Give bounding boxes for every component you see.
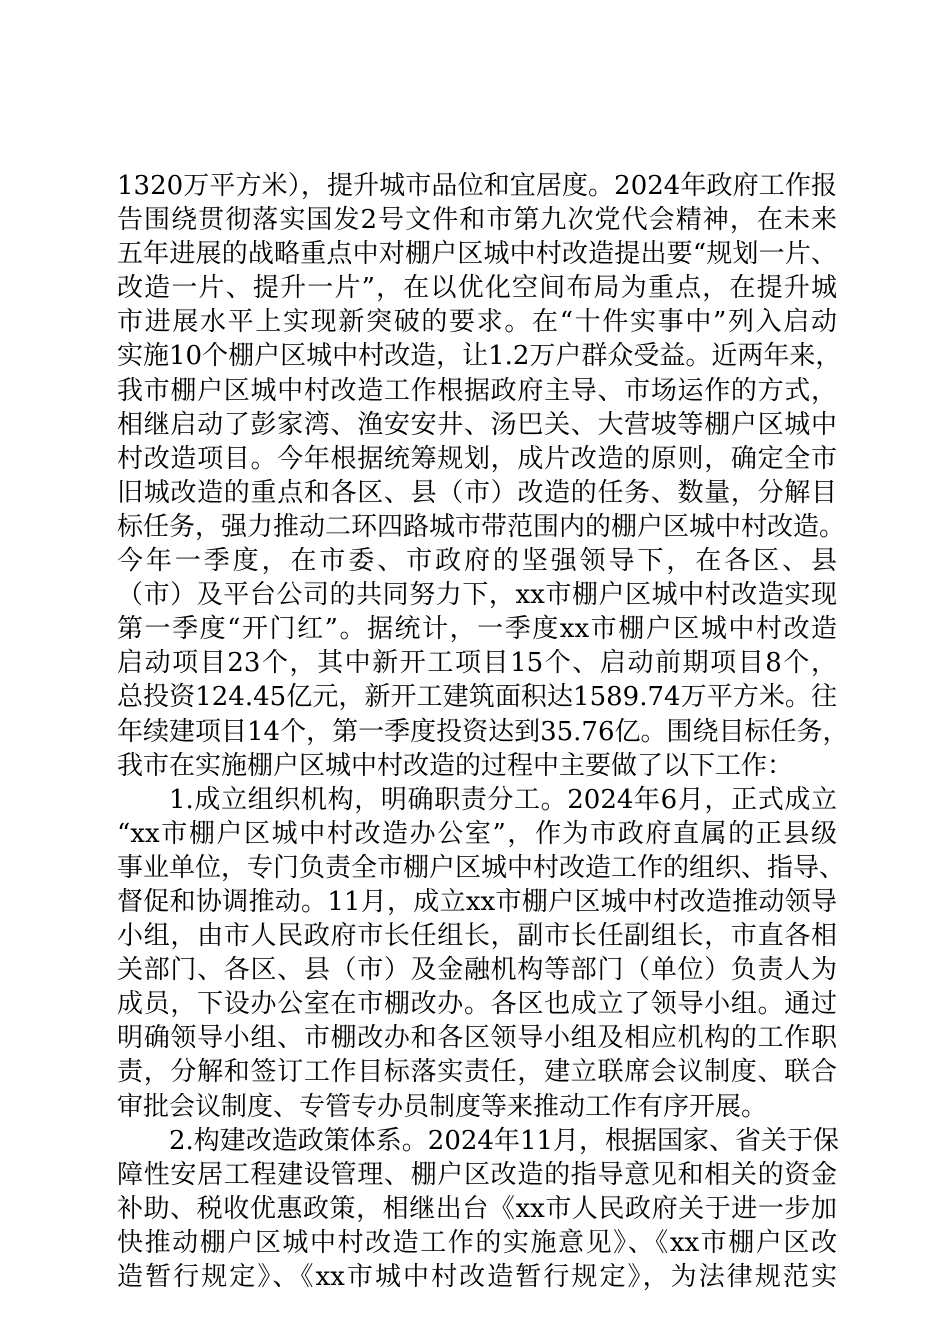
text-line: 督促和协调推动。11月，成立xx市棚户区城中村改造推动领导 [117,886,837,917]
text-line: 市进展水平上实现新突破的要求。在“十件实事中”列入启动 [117,307,837,338]
paragraph-first-line: 1.成立组织机构，明确职责分工。2024年6月，正式成立 [169,784,837,815]
text-line: 相继启动了彭家湾、渔安安井、汤巴关、大营坡等棚户区城中 [117,409,837,440]
text-line: 障性安居工程建设管理、棚户区改造的指导意见和相关的资金 [117,1159,837,1190]
text-line: 旧城改造的重点和各区、县（市）改造的任务、数量，分解目 [117,477,837,508]
text-line: 关部门、各区、县（市）及金融机构等部门（单位）负责人为 [117,955,837,986]
text-line: “xx市棚户区城中村改造办公室”，作为市政府直属的正县级 [117,818,837,849]
text-line: 第一季度“开门红”。据统计，一季度xx市棚户区城中村改造 [117,614,837,645]
text-line: 告围绕贯彻落实国发2号文件和市第九次党代会精神，在未来 [117,205,837,236]
text-line: 成员，下设办公室在市棚改办。各区也成立了领导小组。通过 [117,989,837,1020]
text-line: 今年一季度，在市委、市政府的坚强领导下，在各区、县 [117,546,837,577]
text-line: 村改造项目。今年根据统筹规划，成片改造的原则，确定全市 [117,443,837,474]
text-line: 责，分解和签订工作目标落实责任，建立联席会议制度、联合 [117,1057,837,1088]
text-line: 总投资124.45亿元，新开工建筑面积达1589.74万平方米。往 [117,682,837,713]
text-line: 造暂行规定》、《xx市城中村改造暂行规定》，为法律规范实 [117,1262,837,1292]
text-line: 改造一片、提升一片”，在以优化空间布局为重点，在提升城 [117,273,837,304]
text-line: 事业单位，专门负责全市棚户区城中村改造工作的组织、指导、 [117,852,846,883]
text-line: 标任务，强力推动二环四路城市带范围内的棚户区城中村改造。 [117,511,846,542]
text-line: 小组，由市人民政府市长任组长，副市长任副组长，市直各相 [117,921,837,952]
text-line: （市）及平台公司的共同努力下，xx市棚户区城中村改造实现 [117,580,837,611]
text-line: 五年进展的战略重点中对棚户区城中村改造提出要“规划一片、 [117,239,837,270]
text-line: 我市棚户区城中村改造工作根据政府主导、市场运作的方式， [117,375,837,406]
text-line: 启动项目23个，其中新开工项目15个、启动前期项目8个， [117,648,837,679]
text-line: 我市在实施棚户区城中村改造的过程中主要做了以下工作： [117,750,794,781]
text-line: 明确领导小组、市棚改办和各区领导小组及相应机构的工作职 [117,1023,837,1054]
text-line: 年续建项目14个，第一季度投资达到35.76亿。围绕目标任务， [117,716,849,747]
text-line: 实施10个棚户区城中村改造，让1.2万户群众受益。近两年来， [117,341,842,372]
text-line: 快推动棚户区城中村改造工作的实施意见》、《xx市棚户区改 [117,1227,837,1258]
paragraph-first-line: 2.构建改造政策体系。2024年11月，根据国家、省关于保 [169,1125,840,1156]
text-line: 补助、税收优惠政策，相继出台《xx市人民政府关于进一步加 [117,1193,837,1224]
body-text [117,169,849,1294]
text-line: 1320万平方米），提升城市品位和宜居度。2024年政府工作报 [117,171,837,201]
text-line: 审批会议制度、专管专办员制度等来推动工作有序开展。 [117,1091,768,1122]
